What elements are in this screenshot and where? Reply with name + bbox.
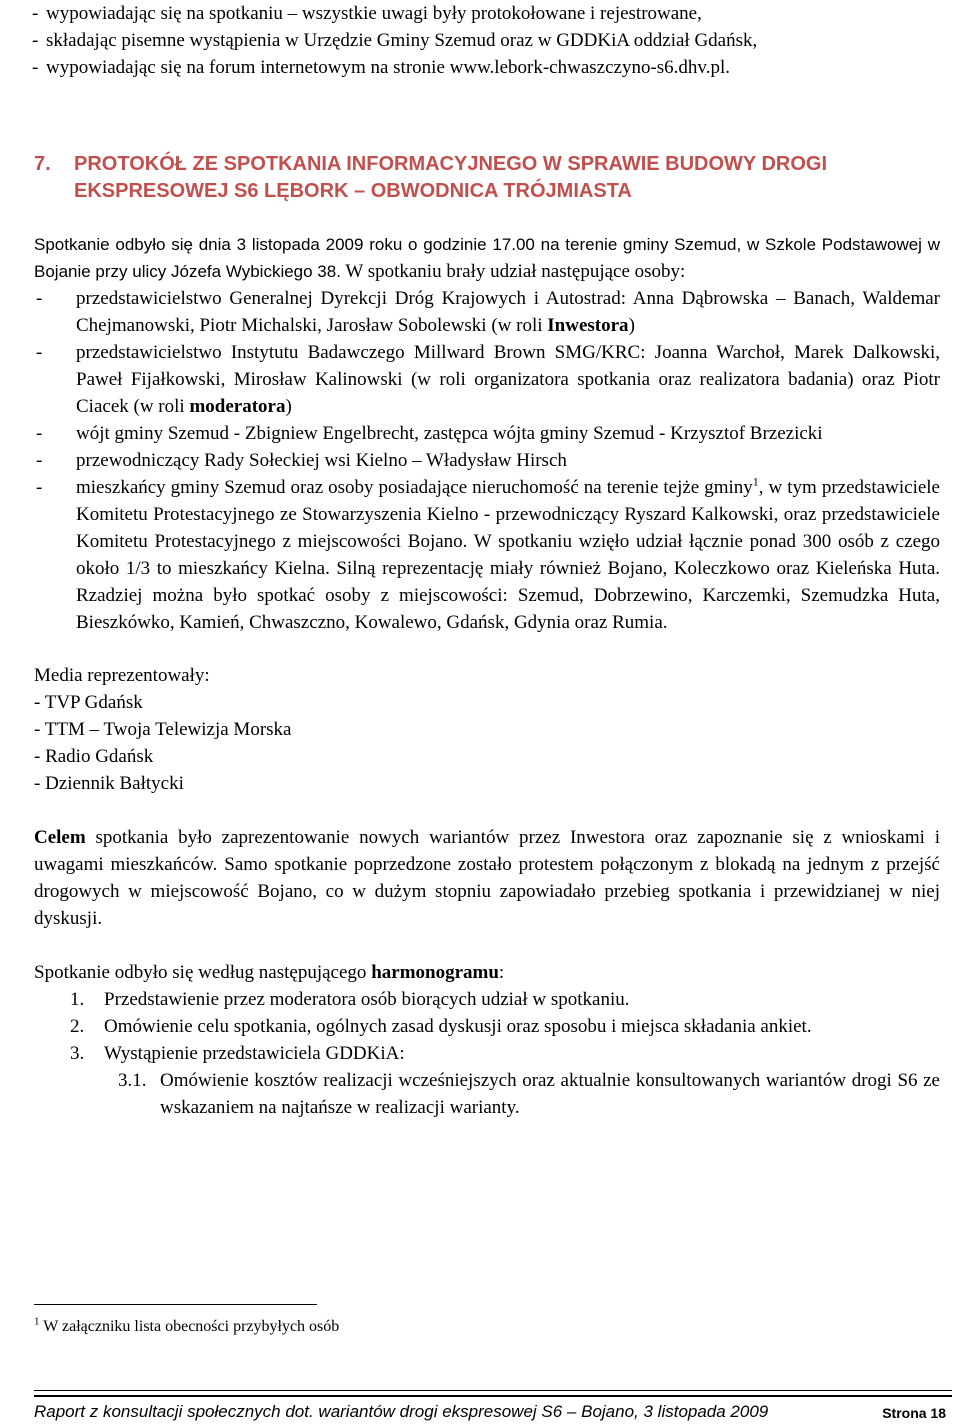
media-section [34,662,940,797]
section-heading [34,151,940,205]
intro-item: - wypowiadając się na forum internetowym na stronie www.lebork-chwaszczyno-s6.dhv.pl. [32,57,730,78]
media-heading: Media reprezentowały: [34,665,210,686]
schedule-list [34,986,940,1121]
schedule-item: 3. Wystąpienie przedstawiciela GDDKiA: [70,1043,405,1064]
footer-title: Raport z konsultacji społecznych dot. wariantów drogi ekspresowej S6 – Bojano, 3 listopada 2009 [34,1402,769,1421]
goal-paragraph [34,824,940,932]
media-item: - Dziennik Bałtycki [34,773,184,794]
goal-bold: Celem [34,827,86,848]
intro-list [34,0,940,81]
page-number: Strona 18 [882,1405,946,1421]
meeting-details: Spotkanie odbyło się dnia 3 listopada 2009 roku o godzinie 17.00 na terenie gminy Szemud, w Szkole Podstawowej w Bojanie przy ulicy Józefa Wybickiego 38. [34,235,940,281]
schedule-intro: Spotkanie odbyło się według następującego harmonogramu: [34,962,505,983]
footnote-reference: 1 [752,474,759,489]
participant-item: - przewodniczący Rady Sołeckiej wsi Kielno – Władysław Hirsch [36,450,567,471]
schedule-item: 1. Przedstawienie przez moderatora osób biorących udział w spotkaniu. [70,989,630,1010]
meeting-participants-intro: W spotkaniu brały udział następujące osoby: [340,261,686,282]
document-page [34,0,940,1121]
schedule-subitem: 3.1. Omówienie kosztów realizacji wcześniejszych oraz aktualnie konsultowanych wariantów drogi S6 ze wskazaniem na najtańsze w realizacji warianty. [118,1070,940,1118]
participant-item: - wójt gminy Szemud - Zbigniew Engelbrecht, zastępca wójta gminy Szemud - Krzysztof Brzezicki [36,423,823,444]
footnote-mark: 1 [34,1315,40,1328]
media-item: - TTM – Twoja Telewizja Morska [34,719,292,740]
footnote-divider [34,1304,317,1305]
media-item: - TVP Gdańsk [34,692,143,713]
media-item: - Radio Gdańsk [34,746,154,767]
footnote-text: W załączniku lista obecności przybyłych osób [39,1318,340,1335]
footnote [34,1316,339,1338]
participant-item: - przedstawicielstwo Generalnej Dyrekcji Dróg Krajowych i Autostrad: Anna Dąbrowska – Banach, Waldemar Chejmanowski, Piotr Michalski, Jarosław Sobolewski (w roli Inwestora) [36,288,940,336]
section-title-line1: PROTOKÓŁ ZE SPOTKANIA INFORMACYJNEGO W SPRAWIE BUDOWY DROGI [74,153,827,175]
intro-item: - składając pisemne wystąpienia w Urzędzie Gminy Szemud oraz w GDDKiA oddział Gdańsk, [32,30,758,51]
participant-item: - przedstawicielstwo Instytutu Badawczego Millward Brown SMG/KRC: Joanna Warchoł, Marek Dalkowski, Paweł Fijałkowski, Mirosław Kalinowski (w roli organizatora spotkania oraz realizatora badania) oraz Piotr Ciacek (w roli moderatora) [36,342,940,417]
goal-text: spotkania było zaprezentowanie nowych wariantów przez Inwestora oraz zapoznanie się z wnioskami i uwagami mieszkańców. Samo spotkanie poprzedzone zostało protestem połączonym z blokadą na jednym z przejść drogowych w miejscowość Bojano, co w dużym stopniu zapowiadało przebieg spotkania i przewidzianej w niej dyskusji. [34,827,940,929]
schedule-item: 2. Omówienie celu spotkania, ogólnych zasad dyskusji oraz sposobu i miejsca składania ankiet. [70,1016,812,1037]
footer-divider [34,1390,952,1397]
participant-item: - mieszkańcy gminy Szemud oraz osoby posiadające nieruchomość na terenie tejże gminy$^1$, w tym przedstawiciele Komitetu Protestacyjnego ze Stowarzyszenia Kielno - przewodniczący Ryszard Kalkowski, oraz przedstawiciele Komitetu Protestacyjnego z miejscowości Bojano. W spotkaniu wzięło udział łącznie ponad 300 osób z czego około 1/3 to mieszkańcy Kielna. Silną reprezentację miały również Bojano, Koleczkowo oraz Kieleńska Huta. Rzadziej można było spotkać osoby z miejscowości: Szemud, Dobrzewino, Karczemki, Szemudzka Huta, Bieszkówko, Kamień, Chwaszczno, Kowalewo, Gdańsk, Gdynia oraz Rumia. [36,474,940,633]
intro-item: - wypowiadając się na spotkaniu – wszystkie uwagi były protokołowane i rejestrowane, [32,3,702,24]
meeting-paragraph [34,231,940,285]
participants-list [34,285,940,636]
section-title-line2: EKSPRESOWEJ S6 LĘBORK – OBWODNICA TRÓJMIASTA [74,180,632,202]
section-number: 7. [34,153,51,175]
